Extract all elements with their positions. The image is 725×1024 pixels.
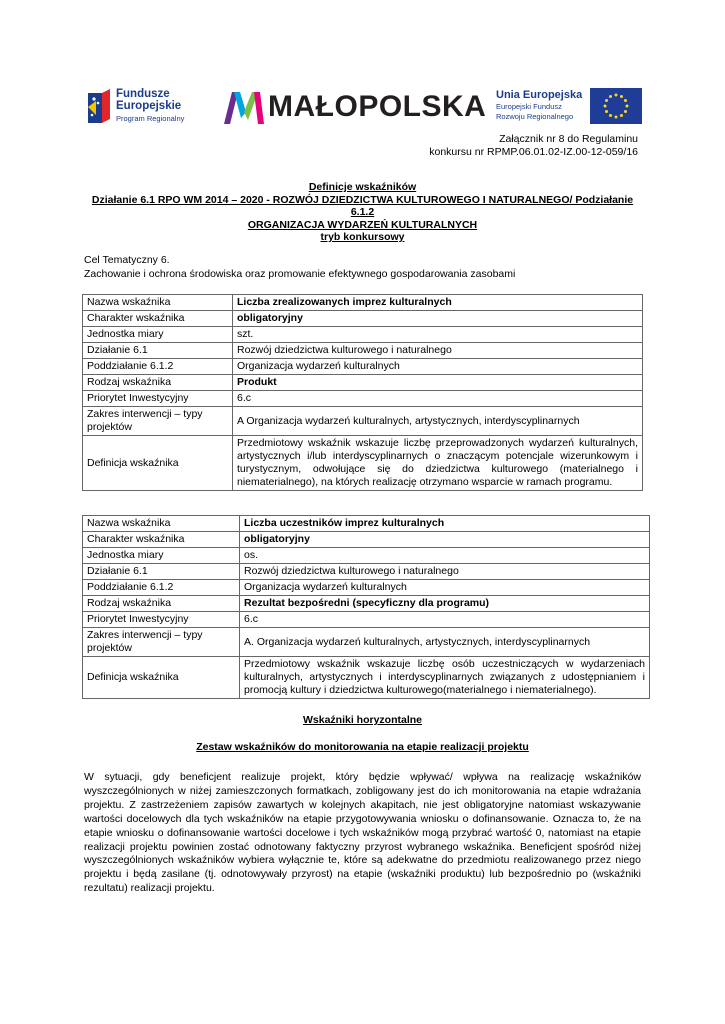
ue-line3: Rozwoju Regionalnego (496, 111, 574, 121)
row-label: Priorytet Inwestycyjny (83, 612, 240, 628)
table-row (83, 596, 650, 612)
row-value: obligatoryjny (233, 311, 643, 327)
fe-line1: Fundusze (116, 88, 170, 100)
row-label: Priorytet Inwestycyjny (83, 391, 233, 407)
malopolska-logo (222, 88, 487, 128)
table-row (83, 391, 643, 407)
logo-bar (84, 82, 644, 134)
row-label: Definicja wskaźnika (83, 657, 240, 699)
table-row (83, 295, 643, 311)
row-label: Nazwa wskaźnika (83, 295, 233, 311)
title-line1: Działanie 6.1 RPO WM 2014 – 2020 - ROZWÓJ DZIEDZICTWA KULTUROWEGO I NATURALNEGO/ Podziałanie 6.1.2 (91, 193, 634, 218)
table-row (83, 516, 650, 532)
row-label: Definicja wskaźnika (83, 436, 233, 491)
table-row (83, 612, 650, 628)
row-label: Zakres interwencji – typy projektów (83, 407, 233, 436)
row-label: Jednostka miary (83, 327, 233, 343)
row-value: Organizacja wydarzeń kulturalnych (233, 359, 643, 375)
goal-line1: Cel Tematyczny 6. (84, 254, 170, 266)
table-row (83, 548, 650, 564)
row-value: A. Organizacja wydarzeń kulturalnych, artystycznych, interdyscyplinarnych (240, 628, 650, 657)
table-row (83, 343, 643, 359)
title-line2: ORGANIZACJA WYDARZEŃ KULTURALNYCH (247, 218, 478, 231)
row-label: Charakter wskaźnika (83, 532, 240, 548)
row-value: 6.c (233, 391, 643, 407)
table-row (83, 628, 650, 657)
unia-europejska-logo (496, 88, 646, 128)
row-label: Jednostka miary (83, 548, 240, 564)
annex-reference (429, 133, 638, 159)
row-value: Przedmiotowy wskaźnik wskazuje liczbę osób uczestniczących w wydarzeniach kulturalnych, artystycznych i interdyscyplinarnych związanych z udostępnianiem i promocją kultury i dziedzictwa kulturowego(materialnego i niematerialnego). (240, 657, 650, 699)
row-label: Działanie 6.1 (83, 564, 240, 580)
indicator-table-participants (82, 515, 650, 699)
title-line3: tryb konkursowy (320, 231, 405, 243)
row-value: os. (240, 548, 650, 564)
table-row (83, 564, 650, 580)
thematic-goal (84, 253, 515, 281)
row-value: 6.c (240, 612, 650, 628)
table-row (83, 375, 643, 391)
fe-line3: Program Regionalny (116, 114, 185, 123)
ue-line2: Europejski Fundusz (496, 102, 562, 111)
title-heading: Definicje wskaźników (308, 181, 417, 193)
indicator-table-events (82, 294, 643, 491)
row-value: Rozwój dziedzictwa kulturowego i naturalnego (233, 343, 643, 359)
row-value: Organizacja wydarzeń kulturalnych (240, 580, 650, 596)
table-row (83, 311, 643, 327)
row-label: Nazwa wskaźnika (83, 516, 240, 532)
row-value: obligatoryjny (240, 532, 650, 548)
row-value: szt. (233, 327, 643, 343)
table-row (83, 532, 650, 548)
row-label: Rodzaj wskaźnika (83, 596, 240, 612)
row-value: Produkt (233, 375, 643, 391)
table-row (83, 580, 650, 596)
row-label: Działanie 6.1 (83, 343, 233, 359)
malopolska-wordmark: MAŁOPOLSKA (268, 90, 487, 123)
annex-line1: Załącznik nr 8 do Regulaminu (499, 133, 638, 145)
annex-line2: konkursu nr RPMP.06.01.02-IZ.00-12-059/16 (429, 146, 638, 158)
row-label: Poddziałanie 6.1.2 (83, 580, 240, 596)
fe-line2: Europejskie (116, 99, 182, 112)
ue-line1: Unia Europejska (496, 89, 583, 101)
document-title (84, 181, 641, 244)
row-label: Poddziałanie 6.1.2 (83, 359, 233, 375)
table-row (83, 657, 650, 699)
row-value: A Organizacja wydarzeń kulturalnych, artystycznych, interdyscyplinarnych (233, 407, 643, 436)
row-label: Rodzaj wskaźnika (83, 375, 233, 391)
table-row (83, 407, 643, 436)
horizontal-subheading: Zestaw wskaźników do monitorowania na etapie realizacji projektu (196, 741, 529, 753)
row-label: Charakter wskaźnika (83, 311, 233, 327)
fundusze-europejskie-logo (84, 85, 204, 131)
horizontal-heading: Wskaźniki horyzontalne (302, 714, 423, 726)
row-value: Przedmiotowy wskaźnik wskazuje liczbę przeprowadzonych wydarzeń kulturalnych, artystycznych i/lub interdyscyplinarnych o znaczącym potencjale wizerunkowym i turystycznym, odwołujące się do dziedzictwa kulturowego (materialnego i niematerialnego), na których realizację otrzymano wsparcie w ramach programu. (233, 436, 643, 491)
row-value: Rozwój dziedzictwa kulturowego i naturalnego (240, 564, 650, 580)
row-value: Rezultat bezpośredni (specyficzny dla programu) (240, 596, 650, 612)
fe-star-mark-icon (84, 85, 112, 127)
table-row (83, 436, 643, 491)
malopolska-m-icon (222, 88, 266, 126)
goal-line2: Zachowanie i ochrona środowiska oraz promowanie efektywnego gospodarowania zasobami (84, 268, 516, 280)
row-label: Zakres interwencji – typy projektów (83, 628, 240, 657)
table-row (83, 359, 643, 375)
table-row (83, 327, 643, 343)
row-value: Liczba zrealizowanych imprez kulturalnych (233, 295, 643, 311)
eu-flag-icon (590, 88, 642, 124)
row-value: Liczba uczestników imprez kulturalnych (240, 516, 650, 532)
horizontal-paragraph: W sytuacji, gdy beneficjent realizuje projekt, który będzie wpływać/ wpływa na realizację wskaźników wyszczególnionych w niżej zamieszczonych formatkach, zobligowany jest do ich monitorowania na etapie wdrażania projektu. Z zastrzeżeniem zapisów zawartych w kolejnych akapitach, nie jest obligatoryjne natomiast wskazywanie wartości docelowych dla tych wskaźników na etapie przygotowywania wniosku o dofinansowanie. Oznacza to, że na etapie wniosku o dofinansowanie wartości docelowe i tych wskaźników mogą przybrać wartość 0, natomiast na etapie realizacji projektu powinien zostać odnotowany faktyczny przyrost wybranego wskaźnika. Beneficjent spośród niżej wyszczególnionych wskaźników wybiera wyłącznie te, które są adekwatne do przedmiotu realizowanego przez niego projektu i będą zasilane (tj. odnotowywały przyrost) na etapie (wskaźniki produktu) lub bezpośrednio po (wskaźniki rezultatu) realizacji projektu. (84, 771, 641, 895)
